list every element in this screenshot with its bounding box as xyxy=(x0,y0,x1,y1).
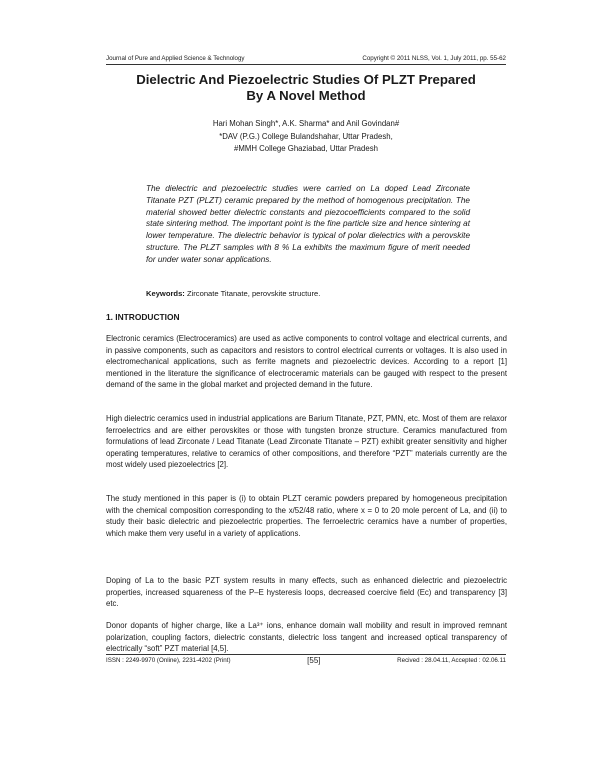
paragraph: Doping of La to the basic PZT system results in many effects, such as enhanced dielectric and piezoelectric properties, increased squareness of the P–E hysteresis loops, decreased coercive field (Ec) and transparency [3] etc. xyxy=(106,576,507,609)
header-rule xyxy=(106,64,506,65)
affiliation-1: *DAV (P.G.) College Bulandshahar, Uttar Pradesh, xyxy=(219,131,393,141)
paper-title xyxy=(106,72,506,104)
paragraph: High dielectric ceramics used in industrial applications are Barium Titanate, PZT, PMN, etc. Most of them are relaxor ferroelectrics and are either perovskites or those with tungsten bronze structure. Ceramics manufactured from formulations of lead Zirconate / Lead Titanate (Lead Zirconate Titanate – PZT) exhibit greater sensitivity and higher operating temperatures, relative to ceramics of other compositions, and therefore “PZT” materials currently are the most widely used piezoelectrics [2]. xyxy=(106,414,507,470)
paragraph: Electronic ceramics (Electroceramics) are used as active components to control voltage and electrical currents, and in passive components, such as capacitors and resistors to control electrical currents or voltages. It is also used in electromechanical applications, such as ferrite magnets and piezoelectric devices. According to a report [1] mentioned in the literature the significance of electroceramic materials can be gauged with respect to the present demand of the same in the global market and projected demand in the future. xyxy=(106,334,507,390)
title-line-1: Dielectric And Piezoelectric Studies Of PLZT Prepared xyxy=(136,72,476,87)
abstract: The dielectric and piezoelectric studies were carried on La doped Lead Zirconate Titanate PZT (PLZT) ceramic prepared by the method of homogenous precipitation. The material showed better dielectric constants and piezocoefficients compared to the solid state sintering method. The important point is the fine particle size and hence sintering at lower temperature. The dielectric behavior is typical of polar dielectrics with a perovskite structure. The PLZT samples with 8 % La exhibits the maximum figure of merit needed for under water sonar applications. xyxy=(146,184,470,264)
page-footer xyxy=(106,656,506,665)
keywords xyxy=(146,289,470,298)
copyright-info: Copyright © 2011 NLSS, Vol. 1, July 2011, pp. 55-62 xyxy=(362,55,506,62)
running-head xyxy=(106,55,506,62)
author-names: Hari Mohan Singh*, A.K. Sharma* and Anil Govindan# xyxy=(212,119,400,128)
journal-name: Journal of Pure and Applied Science & Technology xyxy=(106,55,245,62)
footer-rule xyxy=(106,654,506,655)
page-number: [55] xyxy=(307,656,321,665)
affiliation-2: #MMH College Ghaziabad, Uttar Pradesh xyxy=(234,144,378,153)
title-line-2: By A Novel Method xyxy=(246,88,366,103)
received-accepted-dates: Recived : 28.04.11, Accepted : 02.06.11 xyxy=(397,657,506,664)
section-heading: 1. INTRODUCTION xyxy=(106,312,180,322)
keywords-text: Zirconate Titanate, perovskite structure. xyxy=(186,289,321,298)
paragraph: The study mentioned in this paper is (i) to obtain PLZT ceramic powders prepared by homogeneous precipitation with the chemical composition corresponding to the x/52/48 ratio, where x = 0 to 20 mole percent of La, and (ii) to study their basic dielectric and piezoelectric properties. The ferroelectric ceramics have a number of properties, which make them very useful in a variety of applications. xyxy=(106,494,507,538)
issn-info: ISSN : 2249-9970 (Online), 2231-4202 (Print) xyxy=(106,657,231,664)
keywords-label: Keywords: xyxy=(146,289,185,298)
author-block xyxy=(106,118,506,156)
paragraph: Donor dopants of higher charge, like a La³⁺ ions, enhance domain wall mobility and result in improved remnant polarization, coupling factors, dielectric constants, dielectric loss tangent and increased optical transparency of electrically “soft” PZT material [4,5]. xyxy=(106,621,507,654)
